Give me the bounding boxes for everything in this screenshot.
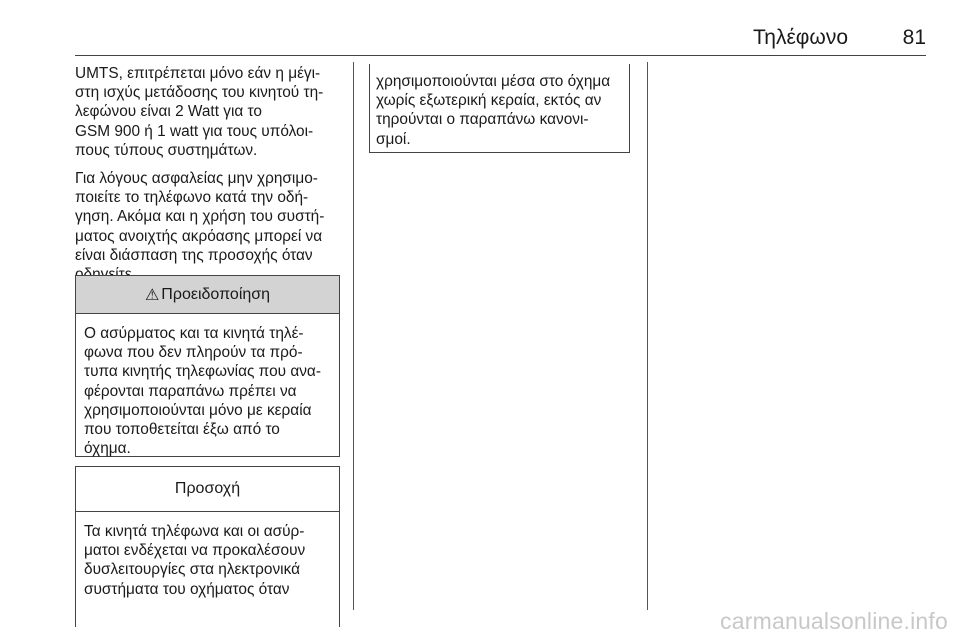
caution-continued-text: χρησιμοποιούνται μέσα στο όχημα χωρίς εξωτερική κεραία, εκτός αν τηρούνται ο παραπάνω κανονι- σμοί. — [376, 73, 611, 148]
watermark: carmanualsonline.info — [720, 608, 948, 634]
caution-title: Προσοχή — [174, 480, 241, 497]
page-header — [75, 26, 926, 54]
caution-text: Τα κινητά τηλέφωνα και οι ασύρ- ματοι ενδέχεται να προκαλέσουν δυσλειτουργίες στα ηλεκτρονικά συστήματα του οχήματος όταν — [84, 523, 306, 598]
page-number: 81 — [902, 26, 926, 49]
paragraph-driving-safety: Για λόγους ασφαλείας μην χρησιμο- ποιείτε το τηλέφωνο κατά την οδή- γηση. Ακόμα και η χρήση του συστή- ματος ανοιχτής ακρόασης μπορεί να είναι διάσπαση της προσοχής όταν — [75, 170, 325, 264]
warning-text: Ο ασύρματος και τα κινητά τηλέ- φωνα που δεν πληρούν τα πρό- τυπα κινητής τηλεφωνίας που ανα- φέρονται παραπάνω πρέπει να χρησιμοποιούνται μόνο με κεραία που τοποθετείται έξω από το όχημα. — [84, 325, 321, 458]
warning-header — [76, 276, 339, 314]
caution-box — [75, 466, 340, 627]
warning-title: Προειδοποίηση — [161, 285, 271, 303]
page-title: Τηλέφωνο — [752, 26, 848, 49]
caution-header — [76, 467, 339, 512]
paragraph-umts: UMTS, επιτρέπεται μόνο εάν η μέγι- στη ισχύς μετάδοσης του κινητού τη- λεφώνου είναι 2 Watt για το GSM 900 ή 1 watt για τους υπόλοι- πους τύπους συστημάτων. — [75, 65, 324, 159]
column-divider-2 — [647, 62, 648, 610]
warning-box — [75, 275, 340, 457]
column-divider-1 — [353, 62, 354, 610]
caution-box-continued — [369, 64, 630, 153]
warning-triangle-icon: ⚠ — [144, 286, 160, 304]
column-1-text — [75, 64, 343, 293]
header-divider — [75, 55, 926, 56]
